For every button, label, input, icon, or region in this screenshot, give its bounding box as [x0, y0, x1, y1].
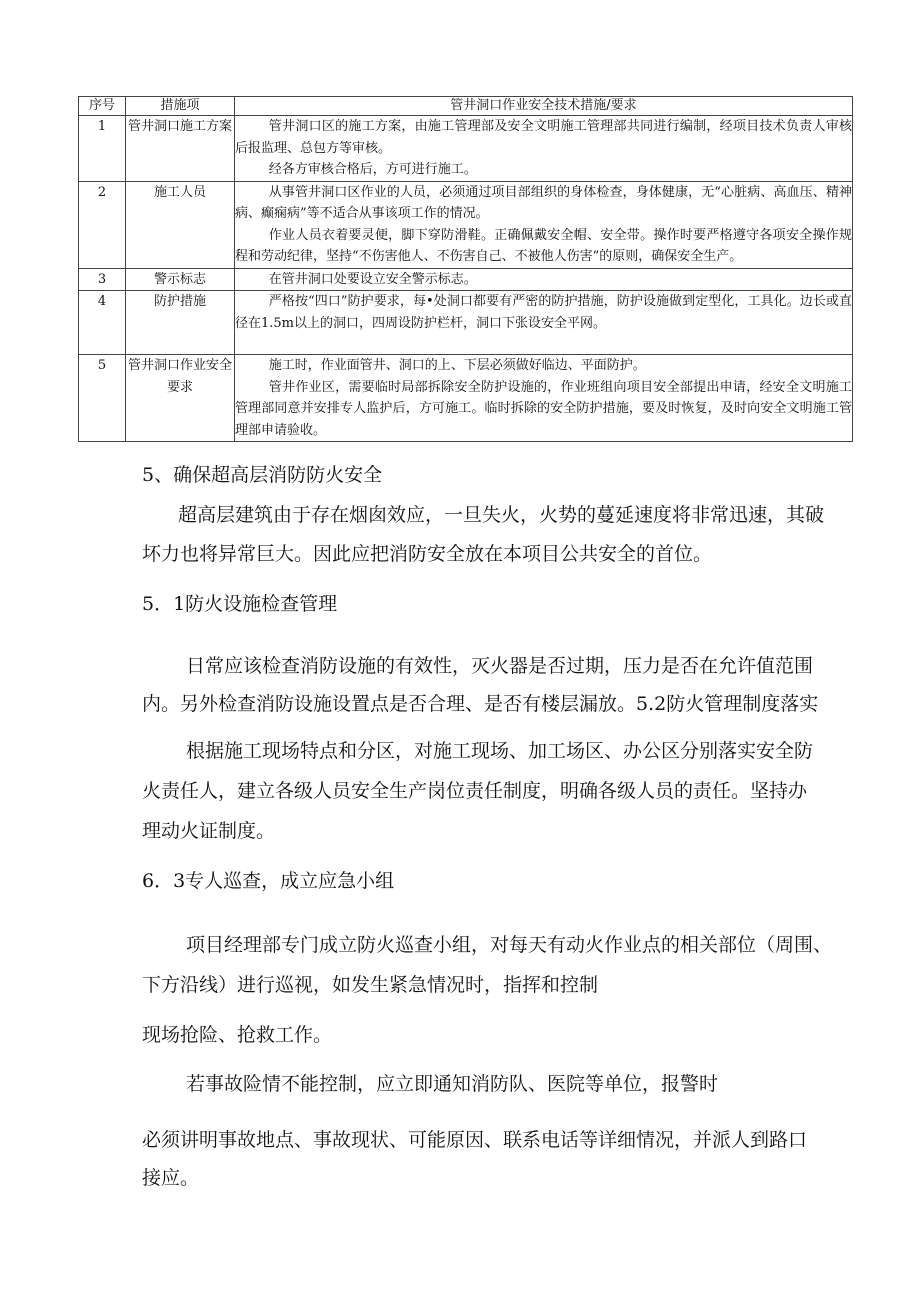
row-requirements: [235, 355, 853, 442]
paragraph-line: 内。另外检查消防设施设置点是否合理、是否有楼层漏放。5.2防火管理制度落实: [142, 693, 819, 715]
table-row: [79, 116, 853, 182]
paragraph-line: 现场抢险、抢救工作。: [142, 1024, 333, 1046]
table-header-row: [79, 97, 853, 116]
paragraph-line: 火责任人，建立各级人员安全生产岗位责任制度，明确各级人员的责任。坚持办: [142, 780, 808, 802]
row-measure-name: 管井洞口施工方案: [126, 116, 235, 182]
row-number: 1: [79, 116, 126, 182]
row-measure-name: 管井洞口作业安全要求: [126, 355, 235, 442]
requirement-paragraph: 施工时，作业面管井、洞口的上、下层必须做好临边、平面防护。: [268, 358, 646, 373]
table-row: [79, 355, 853, 442]
row-number: 2: [79, 181, 126, 268]
paragraph-line: 若事故险情不能控制，应立即通知消防队、医院等单位，报警时: [186, 1073, 719, 1095]
row-number: 3: [79, 268, 126, 291]
row-number: 5: [79, 355, 126, 442]
row-measure-name: 警示标志: [126, 268, 235, 291]
paragraph-line: 项目经理部专门成立防火巡查小组，对每天有动火作业点的相关部位（周围、: [186, 934, 833, 956]
requirement-paragraph: 管井作业区，需要临时局部拆除安全防护设施的，作业班组向项目安全部提出申请，经安全文明施工管理部同意并安排专人监护后，方可施工。临时拆除的安全防护措施，要及时恢复，及时向安全文明施工管理部申请验收。: [235, 379, 852, 438]
header-measure-item: 措施项: [126, 97, 235, 116]
section-heading-6-3: 6．3专人巡查，成立应急小组: [142, 870, 395, 892]
requirement-paragraph: 管井洞口区的施工方案，由施工管理部及安全文明施工管理部共同进行编制，经项目技术负责人审核后报监理、总包方等审核。: [235, 119, 852, 156]
requirement-paragraph: 作业人员衣着要灵便，脚下穿防滑鞋。正确佩戴安全帽、安全带。操作时要严格遵守各项安全操作规程和劳动纪律，坚持“不伤害他人、不伤害自己、不被他人伤害”的原则，确保安全生产。: [235, 227, 852, 264]
table-row: [79, 268, 853, 291]
table-row: [79, 291, 853, 355]
paragraph-line: 接应。: [142, 1167, 200, 1189]
row-requirements: [235, 181, 853, 268]
requirement-paragraph: 严格按“四口”防护要求，每•处洞口都要有严密的防护措施，防护设施做到定型化，工具化。边长或直径在1.5m以上的洞口，四周设防护栏杆，洞口下张设安全平网。: [235, 294, 852, 331]
paragraph-line: 超高层建筑由于存在烟囱效应，一旦失火，火势的蔓延速度将非常迅速，其破: [178, 504, 825, 526]
row-requirements: [235, 268, 853, 291]
row-measure-name: 施工人员: [126, 181, 235, 268]
paragraph-line: 坏力也将异常巨大。因此应把消防安全放在本项目公共安全的首位。: [142, 543, 713, 565]
row-measure-name: 防护措施: [126, 291, 235, 355]
section-heading-5-1: 5．1防火设施检查管理: [142, 593, 338, 615]
safety-measures-table: [78, 96, 853, 442]
paragraph-line: 日常应该检查消防设施的有效性，灭火器是否过期，压力是否在允许值范围: [186, 655, 814, 677]
header-number: 序号: [79, 97, 126, 116]
requirement-paragraph: 经各方审核合格后，方可进行施工。: [268, 162, 477, 177]
paragraph-line: 根据施工现场特点和分区，对施工现场、加工场区、办公区分别落实安全防: [186, 740, 814, 762]
paragraph-line: 下方沿线）进行巡视，如发生紧急情况时，指挥和控制: [142, 974, 599, 996]
row-requirements: [235, 116, 853, 182]
section-heading-5: 5、确保超高层消防防火安全: [142, 464, 383, 486]
row-number: 4: [79, 291, 126, 355]
table-row: [79, 181, 853, 268]
header-requirements: 管井洞口作业安全技术措施/要求: [235, 97, 853, 116]
row-requirements: [235, 291, 853, 355]
requirement-paragraph: 在管井洞口处要设立安全警示标志。: [268, 271, 477, 287]
paragraph-line: 必须讲明事故地点、事故现状、可能原因、联系电话等详细情况，并派人到路口: [142, 1129, 808, 1151]
paragraph-line: 理动火证制度。: [142, 820, 276, 842]
requirement-paragraph: 从事管井洞口区作业的人员，必须通过项目部组织的身体检查，身体健康，无“心脏病、高血压、精神病、癫痫病”等不适合从事该项工作的情况。: [235, 184, 852, 221]
